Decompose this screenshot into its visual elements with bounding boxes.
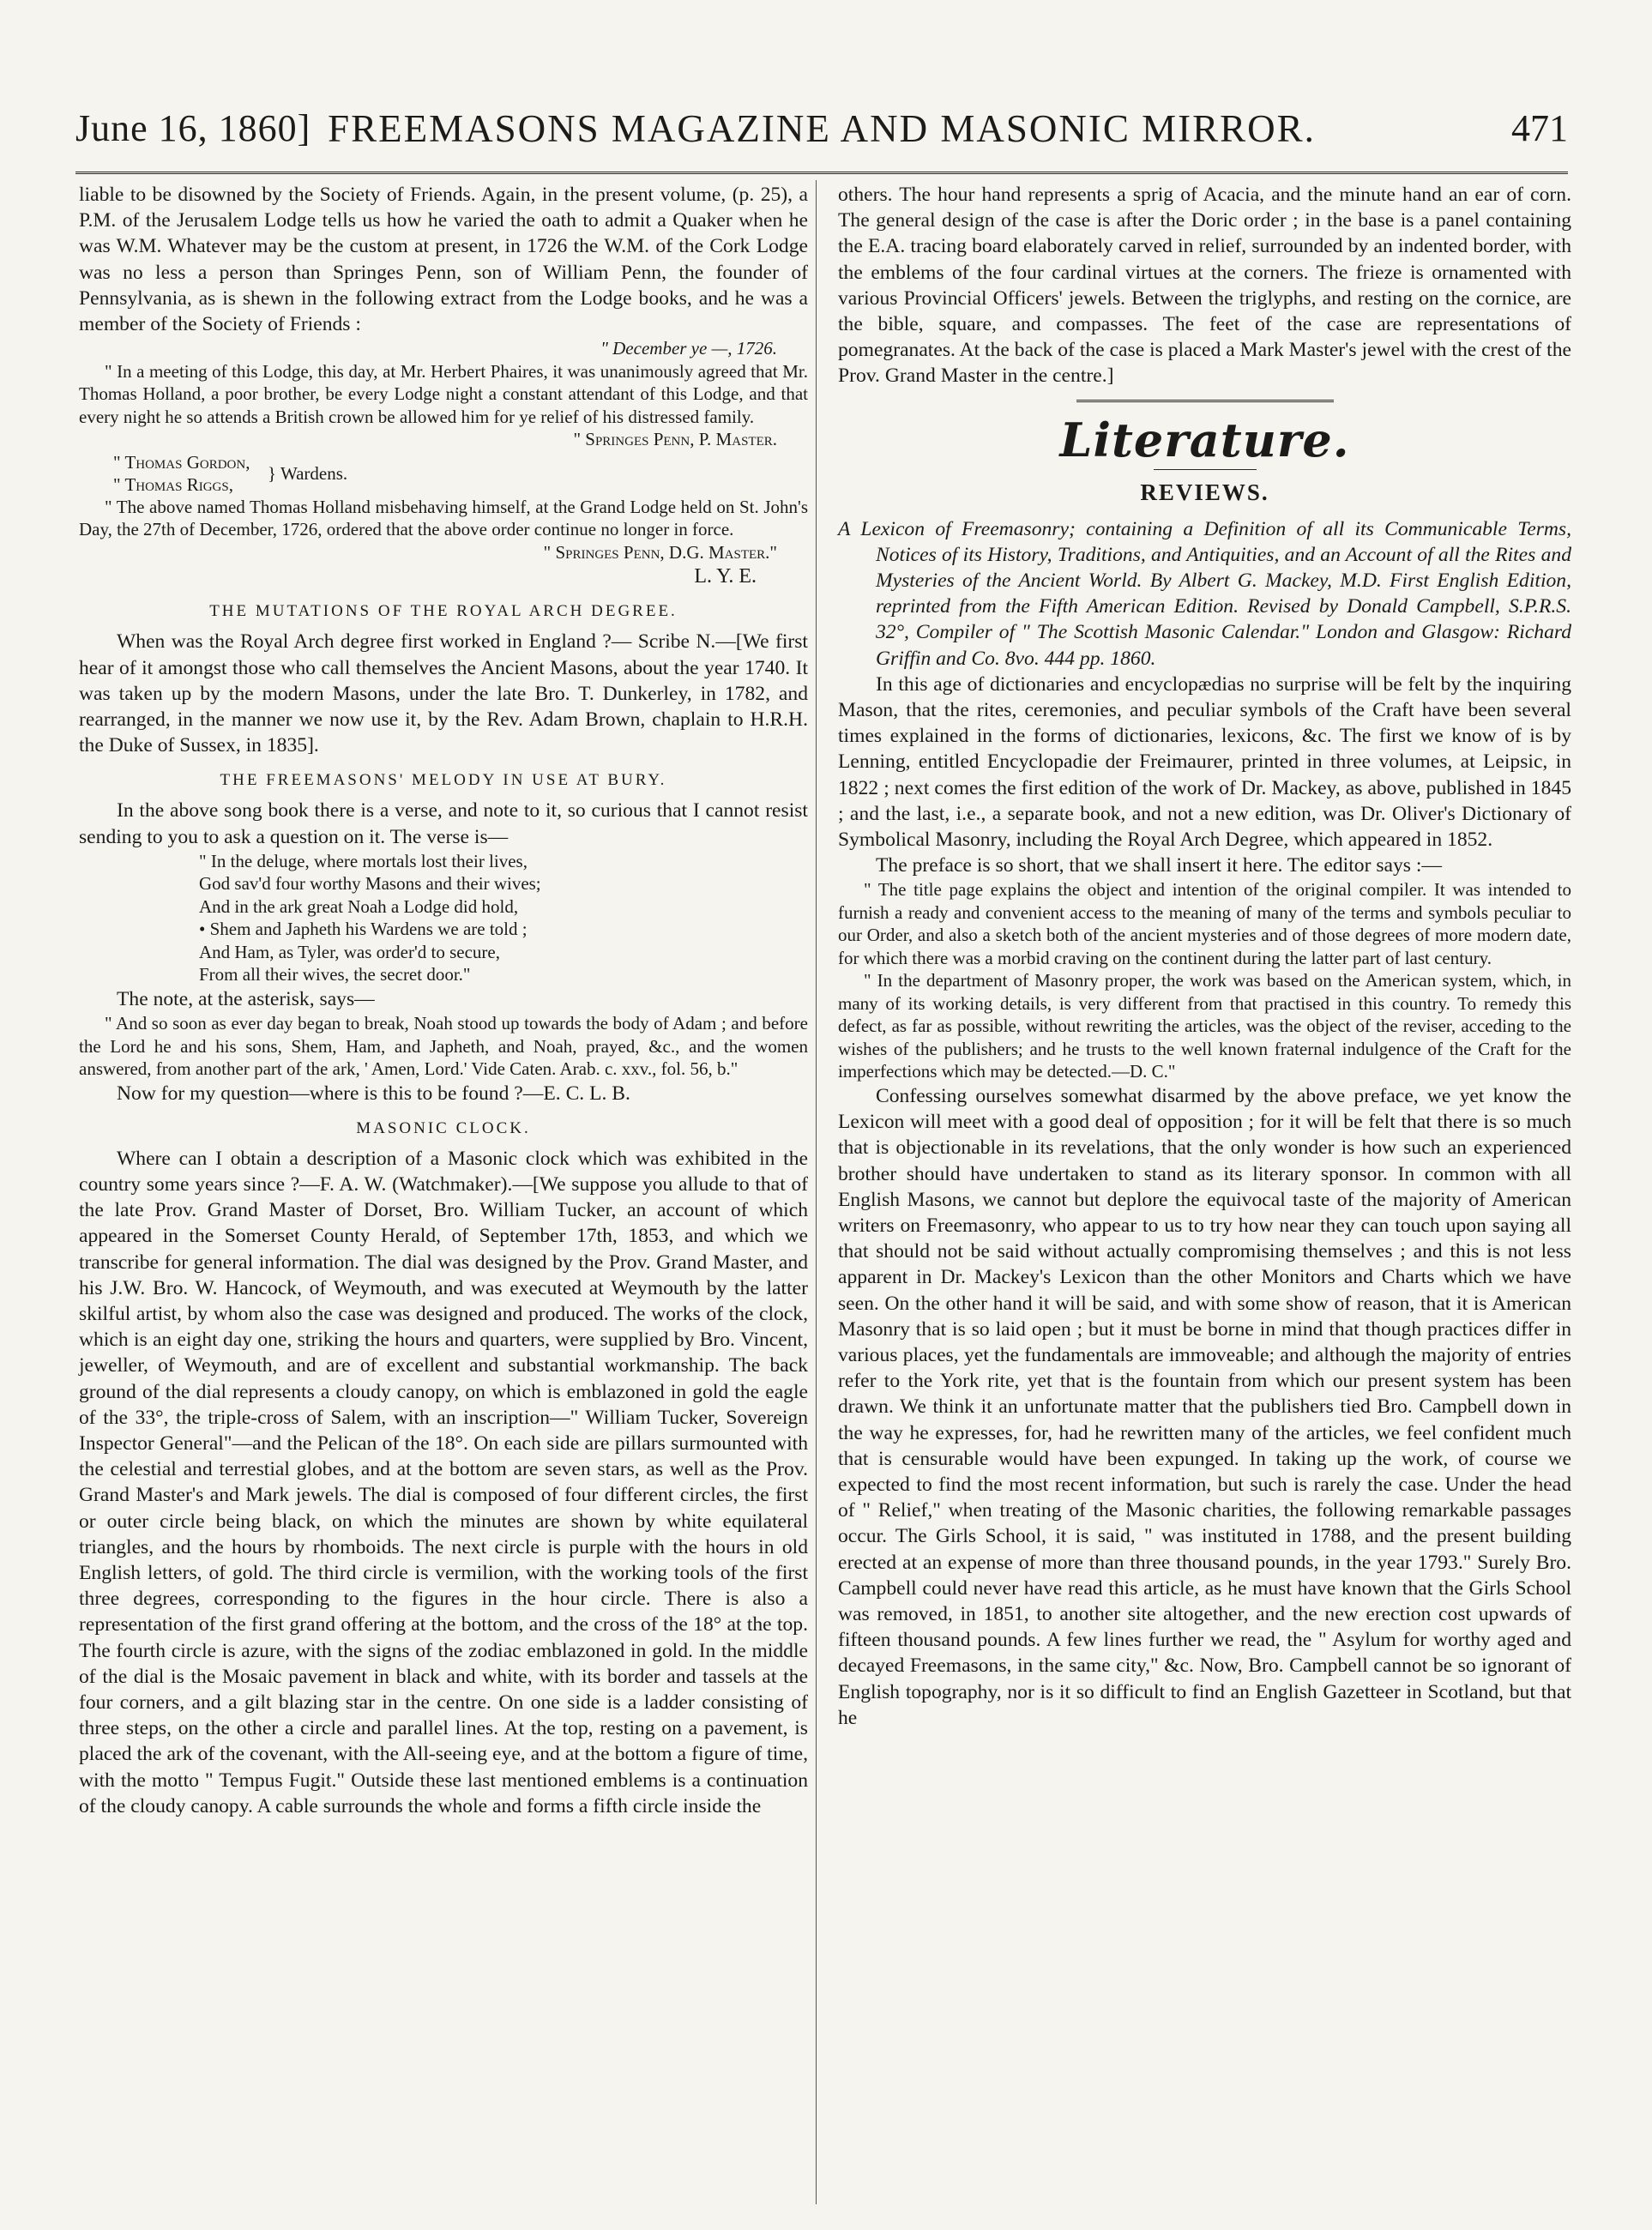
quote-text: " And so soon as ever day began to break, Noah stood up towards the body of Adam ; and before the Lord he and his sons, Shem, Ham, and Japheth, and Noah, prayed, &c., and the women answered, from another part of the ark, ' Amen, Lord.' Vide Caten. Arab. c. xxv., fol. 56, b." — [79, 1013, 808, 1080]
paragraph: Confessing ourselves somewhat disarmed by the above preface, we yet know the Lexicon will meet with a good deal of opposition ; for it will be felt that there is so much that is objectionable in its revelations, that the only wonder is how such an experienced brother should have undertaken to stand as its literary sponsor. In common with all English Masons, we cannot but deplore the equivocal taste of the majority of American writers on Freemasonry, who appear to us to try how near they can touch upon saying all that should not be said without actually compromising themselves ; and this is not less apparent in Dr. Mackey's Lexicon than the other Monitors and Charts which we have seen. On the other hand it will be said, and with some show of reason, that it is American Masonry that is so laid open ; but it must be borne in mind that though practices differ in various places, yet the fundamentals are immoveable; and although the majority of entries refer to the York rite, yet that is the fountain from which our present system has been drawn. We think it an unfortunate matter that the publishers tied Bro. Campbell down in the way he expresses, for, had he rewritten many of the articles, we feel confident much that is censurable would have been expunged. In taking up the work, of course we expected to find the most recent information, but such is rarely the case. Under the head of " Relief," when treating of the Masonic charities, the following remarkable passages occur. The Girls School, it is said, " was instituted in 1788, and the present building erected at an expense of more than three thousand pounds, in the year 1793." Surely Bro. Campbell could never have read this article, as he must have known that the Girls School was removed, in 1851, to another site altogether, and the new erection cost upwards of fifteen thousand pounds. A few lines further we read, the " Asylum for worthy aged and decayed Freemasons, in the same city," &c. Now, Bro. Campbell cannot be so ignorant of English topography, nor is it so difficult to find an English Gazetteer in Scotland, but that he — [838, 1084, 1571, 1729]
warden-name: " Thomas Gordon, — [113, 451, 250, 473]
paragraph: Now for my question—where is this to be found ?—E. C. L. B. — [117, 1082, 630, 1105]
verse-line: And Ham, as Tyler, was order'd to secure, — [199, 941, 500, 962]
verse-line: • Shem and Japheth his Wardens we are told ; — [199, 919, 528, 940]
lodge-extract — [79, 337, 808, 564]
quote-text: " The title page explains the object and intention of the original compiler. It was intended to furnish a ready and convenient access to the meaning of many of the terms and symbols peculiar to our Order, and also a sketch both of the ancient mysteries and of those degrees of more modern date, for which there was a morbid craving on the continent during the latter part of last century. — [838, 879, 1571, 968]
wardens-block — [79, 451, 808, 496]
paragraph: Where can I obtain a description of a Masonic clock which was exhibited in the country some years since ?—F. A. W. (Watchmaker).—[We suppose you allude to that of the late Prov. Grand Master of Dorset, Bro. William Tucker, an account of which appeared in the Somerset County Herald, of September 17th, 1853, and which we transcribe for general information. The dial was designed by the Prov. Grand Master, and his J.W. Bro. W. Hancock, of Weymouth, and was executed at Weymouth by the latter skilful artist, by whom also the case was designed and produced. The works of the clock, which is an eight day one, striking the hours and quarters, were supplied by Bro. Vincent, jeweller, of Weymouth, and are of excellent and substantial workmanship. The back ground of the dial represents a cloudy canopy, on which is emblazoned in gold the eagle of the 33°, the triple-cross of Salem, with an inscription—" William Tucker, Sovereign Inspector General"—and the Pelican of the 18°. On each side are pillars surmounted with the celestial and terrestial globes, and at the bottom are seven stars, as well as the Prov. Grand Master's and Mark jewels. The dial is composed of four different circles, the first or outer circle being black, on which the minutes are shown by white equilateral triangles, and the hours by rhomboids. The next circle is purple with the hours in old English letters, of gold. The third circle is vermilion, with the working tools of the first three degrees, corresponding to the figures in the hour circle. There is also a representation of the first grand offering at the bottom, and the cross of the 18° at the top. The fourth circle is azure, with the signs of the zodiac emblazoned in gold. In the middle of the dial is the Mosaic pavement in black and white, with its border and tassels at the four corners, and a gilt blazing star in the centre. On one side is a ladder consisting of three steps, on the other a circle and parallel lines. At the top, resting on a pavement, is placed the ark of the covenant, with the All-seeing eye, and at the bottom a figure of time, with the motto " Tempus Fugit." Outside these last mentioned emblems is a continuation of the cloudy canopy. A cable surrounds the whole and forms a fifth circle inside the — [79, 1147, 808, 1817]
verse-line: From all their wives, the secret door." — [199, 964, 471, 985]
verse — [79, 850, 808, 986]
column-divider — [816, 180, 817, 2204]
reviews-heading: REVIEWS. — [1140, 479, 1269, 505]
masthead — [75, 106, 1568, 161]
author-initials: L. Y. E. — [694, 565, 757, 588]
warden-name: " Thomas Riggs, — [113, 473, 233, 495]
extract-text: " In a meeting of this Lodge, this day, at Mr. Herbert Phaires, it was unanimously agreed that Mr. Thomas Holland, a poor brother, be every Lodge night a constant attendant of this Lodge, and that every night he so attends a British crown be allowed him for ye relief of his distressed family. — [79, 360, 808, 427]
page-number: 471 — [1511, 107, 1568, 149]
heading-rule — [1154, 469, 1257, 470]
extract-date: " December ye —, 1726. — [600, 338, 777, 359]
preface-quote — [838, 878, 1571, 1083]
section-heading: MASONIC CLOCK. — [356, 1118, 531, 1137]
extract-signature: " Springes Penn, P. Master. — [573, 429, 777, 450]
paragraph: The note, at the asterisk, says— — [117, 987, 375, 1010]
right-column — [838, 182, 1571, 1731]
section-rule — [1076, 400, 1334, 402]
masthead-rule — [75, 172, 1568, 174]
section-heading: THE MUTATIONS OF THE ROYAL ARCH DEGREE. — [209, 602, 678, 621]
verse-line: And in the ark great Noah a Lodge did hold, — [199, 895, 519, 917]
paragraph: The preface is so short, that we shall insert it here. The editor says :— — [876, 854, 1443, 877]
section-heading: THE FREEMASONS' MELODY IN USE AT BURY. — [220, 771, 667, 790]
extract-signature: " Springes Penn, D.G. Master." — [543, 541, 777, 563]
literature-heading: Literature. — [1059, 412, 1350, 467]
verse-line: God sav'd four worthy Masons and their wives; — [199, 873, 541, 895]
paragraph: others. The hour hand represents a sprig of Acacia, and the minute hand an ear of corn. The general design of the case is after the Doric order ; in the base is a panel containing the E.A. tracing board elaborately carved in relief, surrounded by an indented border, with the emblems of the four cardinal virtues at the corners. The frieze is ornamented with various Provincial Officers' jewels. Between the triglyphs, and resting on the cornice, are the bible, square, and compasses. The feet of the case are representations of pomegranates. At the back of the case is placed a Mark Master's jewel with the crest of the Prov. Grand Master in the centre.] — [838, 184, 1571, 388]
publication-title: FREEMASONS MAGAZINE AND MASONIC MIRROR. — [328, 107, 1316, 150]
paragraph: In the above song book there is a verse, and note to it, so curious that I cannot resist sending to you to ask a question on it. The verse is— — [79, 799, 808, 848]
left-column — [79, 182, 808, 1819]
verse-line: " In the deluge, where mortals lost their lives, — [199, 850, 528, 871]
extract-text: " The above named Thomas Holland misbehaving himself, at the Grand Lodge held on St. John's Day, the 27th of December, 1726, ordered that the above order continue no longer in force. — [79, 496, 808, 540]
quote-text: " In the department of Masonry proper, the work was based on the American system, which, in many of its working details, is very different from that practised in this country. To remedy this defect, as far as possible, without rewriting the articles, was the object of the reviser, acceding to the wishes of the publishers; and he trusts to the well known fraternal indulgence of the Craft for the imperfections which may be detected.—D. C." — [838, 970, 1571, 1082]
issue-date: June 16, 1860] — [75, 107, 311, 149]
book-citation: A Lexicon of Freemasonry; containing a Definition of all its Communicable Terms, Notices of its History, Traditions, and Antiquities, and an Account of all the Rites and Mysteries of the Ancient World. By Albert G. Mackey, M.D. First English Edition, reprinted from the Fifth American Edition. Revised by Donald Campbell, S.P.R.S. 32°, Compiler of " The Scottish Masonic Calendar." London and Glasgow: Richard Griffin and Co. 8vo. 444 pp. 1860. — [838, 517, 1571, 670]
page-bottom-edge — [0, 2226, 1652, 2230]
paragraph: liable to be disowned by the Society of Friends. Again, in the present volume, (p. 25), a P.M. of the Jerusalem Lodge tells us how he varied the oath to admit a Quaker when he was W.M. Whatever may be the custom at present, in 1726 the W.M. of the Cork Lodge was no less a person than Springes Penn, son of William Penn, the founder of Pennsylvania, as is shewn in the following extract from the Lodge books, and he was a member of the Society of Friends : — [79, 184, 808, 336]
paragraph: When was the Royal Arch degree first worked in England ?— Scribe N.—[We first hear of it amongst those who call themselves the Ancient Masons, about the year 1740. It was taken up by the modern Masons, under the late Bro. T. Dunkerley, in 1782, and rearranged, in the manner we now use it, by the Rev. Adam Brown, chaplain to H.R.H. the Duke of Sussex, in 1835]. — [79, 630, 808, 757]
wardens-label: } Wardens. — [268, 462, 348, 484]
paragraph: In this age of dictionaries and encyclopædias no surprise will be felt by the inquiring Mason, that the rites, ceremonies, and peculiar symbols of the Craft have been several times explained in the forms of dictionaries, lexicons, &c. The first we know of is by Lenning, entitled Encyclopadie der Freimaurer, printed in three volumes, at Leipsic, in 1822 ; next comes the first edition of the work of Dr. Mackey, as above, published in 1845 ; and the last, i.e., a separate book, and not a new edition, was Dr. Oliver's Dictionary of Symbolical Masonry, including the Royal Arch Degree, which appeared in 1852. — [838, 672, 1571, 852]
note-quote — [79, 1012, 808, 1081]
